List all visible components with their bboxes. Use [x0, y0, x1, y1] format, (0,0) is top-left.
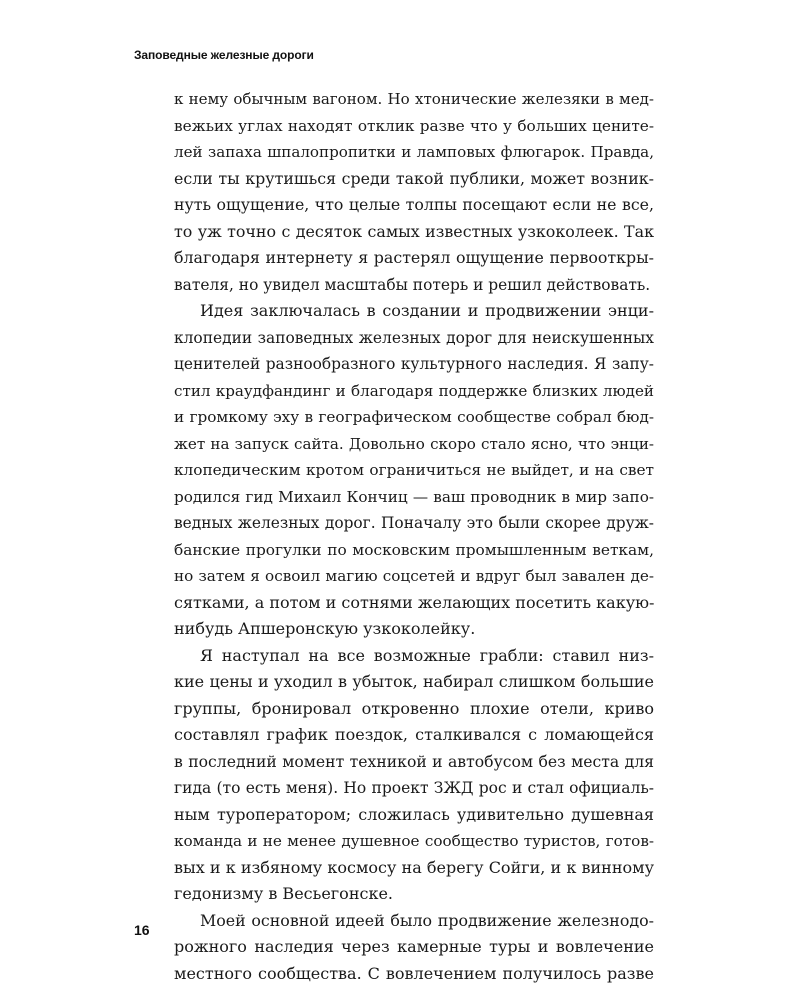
- text-line: нуть ощущение, что целые толпы посещают если не все,: [174, 195, 654, 214]
- text-line: клопедии заповедных железных дорог для неискушенных: [174, 328, 654, 347]
- text-line: если ты крутишься среди такой публики, может возник-: [174, 168, 654, 188]
- text-line: стил краудфандинг и благодаря поддержке близких людей: [174, 381, 654, 400]
- text-line: в последний момент техникой и автобусом без места для: [174, 751, 654, 771]
- page-number: 16: [134, 922, 150, 938]
- text-line: вых и к избяному космосу на берегу Сойги, и к винному: [174, 857, 654, 877]
- text-line: ным туроператором; сложилась удивительно душевная: [174, 804, 654, 824]
- text-line: жет на запуск сайта. Довольно скоро стало ясно, что энци-: [174, 434, 654, 453]
- text-line: рожного наследия через камерные туры и вовлечение: [174, 937, 654, 956]
- text-line: вателя, но увидел масштабы потерь и решил действовать.: [174, 275, 651, 294]
- text-line: вежьих углах находят отклик разве что у больших цените-: [174, 116, 654, 135]
- text-line: к нему обычным вагоном. Но хтонические железяки в мед-: [174, 90, 654, 108]
- text-line: лей запаха шпалопропитки и ламповых флюгарок. Правда,: [174, 143, 654, 161]
- text-line: но затем я освоил магию соцсетей и вдруг был завален де-: [174, 567, 654, 585]
- text-line: сятками, а потом и сотнями желающих посетить какую-: [174, 592, 655, 612]
- text-line: ценителей разнообразного культурного наследия. Я запу-: [174, 355, 654, 373]
- text-line: родился гид Михаил Кончиц — ваш проводник в мир запо-: [174, 487, 654, 506]
- text-line: группы, бронировал откровенно плохие отели, криво: [174, 698, 654, 718]
- body-text: [174, 86, 654, 987]
- text-line: благодаря интернету я растерял ощущение первооткры-: [174, 248, 654, 267]
- text-line: банские прогулки по московским промышленным веткам,: [174, 540, 654, 559]
- text-line: составлял график поездок, сталкивался с ломающейся: [174, 725, 654, 744]
- text-line: Идея заключалась в создании и продвижении энци-: [200, 301, 654, 320]
- text-line: гедонизму в Весьегонске.: [174, 884, 393, 903]
- text-line: клопедическим кротом ограничиться не выйдет, и на свет: [174, 461, 654, 479]
- text-line: гида (то есть меня). Но проект ЗЖД рос и стал официаль-: [174, 779, 654, 797]
- text-line: команда и не менее душевное сообщество туристов, готов-: [174, 832, 654, 850]
- text-line: и громкому эху в географическом сообществе собрал бюд-: [174, 408, 654, 426]
- text-line: местного сообщества. С вовлечением получилось разве: [174, 963, 654, 983]
- text-line: нибудь Апшеронскую узкоколейку.: [174, 619, 476, 638]
- text-line: кие цены и уходил в убыток, набирал слишком большие: [174, 672, 654, 691]
- text-line: Я наступал на все возможные грабли: ставил низ-: [200, 645, 654, 665]
- running-head: Заповедные железные дороги: [134, 48, 314, 62]
- text-line: Моей основной идеей было продвижение железнодо-: [200, 910, 654, 930]
- text-line: ведных железных дорог. Поначалу это были скорее друж-: [174, 514, 654, 532]
- text-line: то уж точно с десяток самых известных узкоколеек. Так: [174, 221, 654, 241]
